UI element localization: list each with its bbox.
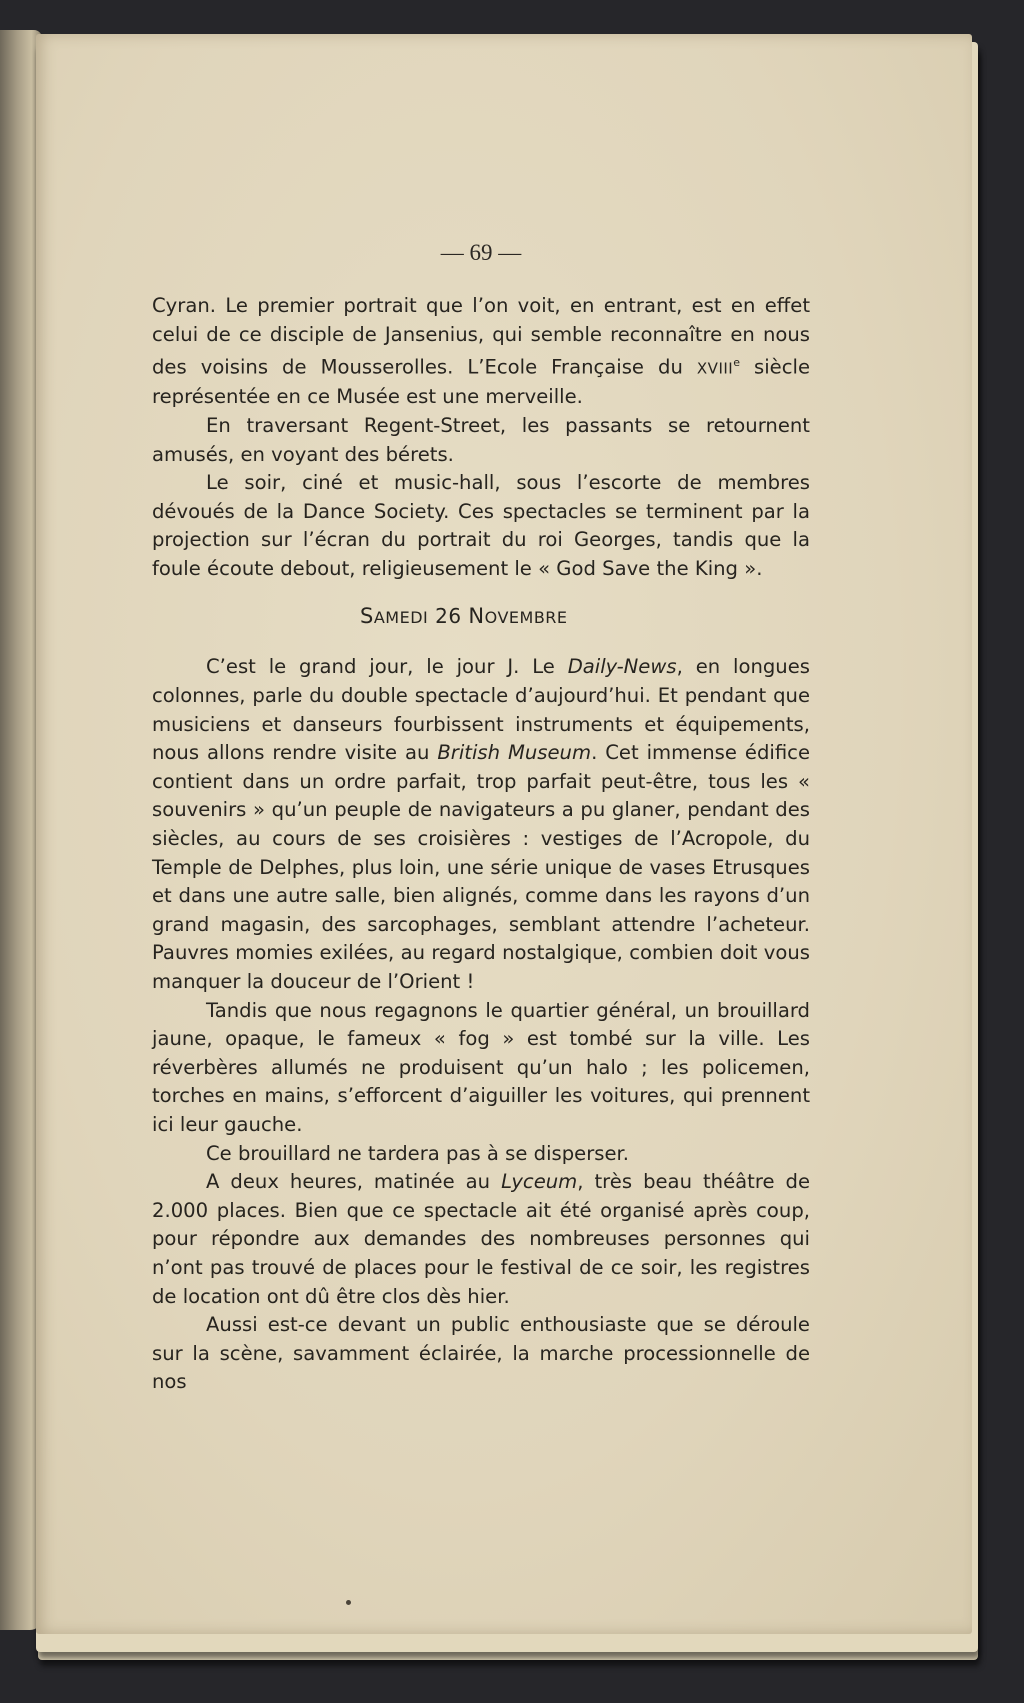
heading-initial-s: S xyxy=(360,604,374,629)
paragraph-7 xyxy=(152,1168,810,1311)
century-numeral: XVIII xyxy=(696,359,734,378)
heading-initial-n: N xyxy=(468,604,485,629)
page-text xyxy=(152,292,810,1397)
paragraph-5: Tandis que nous regagnons le quartier général, un brouillard jaune, opaque, le fameux « fog » est tombé sur la ville. Les réverbères allumés ne produisent qu’un halo ; les policemen, torches en mains, s’efforcent d’aiguiller les voitures, qui prennent ici leur gauche. xyxy=(152,998,810,1136)
paragraph-7-text-a: A deux heures, matinée au xyxy=(206,1170,502,1194)
heading-word-samedi: AMEDI xyxy=(373,608,429,628)
paragraph-4-text-c: . Cet immense édifice contient dans un ordre parfait, trop parfait peut-être, tous les « souvenirs » qu’un peuple de navigateurs a pu glaner, pendant des siècles, au cours de ses croisières : vestiges de l’Acropole, du Temple de Delphes, plus loin, une série unique de vases Etrusques et dans une autre salle, bien alignés, comme dans les rayons d’un grand magasin, des sarcophages, semblant attendre l’acheteur. Pauvres momies exilées, au regard nostalgique, combien doit vous manquer la douceur de l’Orient ! xyxy=(152,741,810,993)
paragraph-1-end: siècle représentée en ce Musée est une merveille. xyxy=(152,355,811,409)
century-superscript: e xyxy=(733,356,740,370)
paragraph-4-text-a: C’est le grand jour, le jour J. Le xyxy=(206,655,568,679)
paragraph-4 xyxy=(152,653,810,996)
paragraph-4-text-b: , en longues colonnes, parle du double spectacle d’aujourd’hui. Et pendant que musiciens et danseurs fourbissent instruments et équipements, nous allons rendre visite au xyxy=(152,655,810,765)
british-museum-name: British Museum xyxy=(437,741,592,765)
paragraph-7-text-b: , très beau théâtre de 2.000 places. Bien que ce spectacle ait été organisé après coup, pour répondre aux demandes des nombreuses personnes qui n’ont pas trouvé de places pour le festival de ce soir, les registres de location ont dû être clos dès hier. xyxy=(152,1170,811,1308)
section-heading xyxy=(152,601,810,633)
daily-news-title: Daily-News xyxy=(567,655,677,679)
page-number: — 69 — xyxy=(440,240,522,265)
book-page xyxy=(36,34,972,1634)
paragraph-2: En traversant Regent-Street, les passants se retournent amusés, en voyant des bérets. xyxy=(152,413,810,466)
paragraph-3: Le soir, ciné et music-hall, sous l’escorte de membres dévoués de la Dance Society. Ces spectacles se terminent par la projection sur l’écran du portrait du roi Georges, tandis que la foule écoute debout, religieusement le « God Save the King ». xyxy=(152,471,810,580)
paragraph-1-text: Cyran. Le premier portrait que l’on voit, en entrant, est en effet celui de ce disciple de Jansenius, qui semble reconnaître en nous des voisins de Mousserolles. L’Ecole Française du xyxy=(152,294,810,379)
paper-speck xyxy=(346,1600,351,1605)
heading-word-novembre: OVEMBRE xyxy=(484,608,568,628)
paragraph-6: Ce brouillard ne tardera pas à se disperser. xyxy=(206,1141,630,1165)
heading-day: 26 xyxy=(428,604,469,629)
paragraph-1 xyxy=(152,292,810,412)
lyceum-name: Lyceum xyxy=(501,1170,578,1194)
paragraph-8: Aussi est-ce devant un public enthousiaste que se déroule sur la scène, savamment éclairée, la marche processionnelle de nos xyxy=(152,1313,810,1394)
